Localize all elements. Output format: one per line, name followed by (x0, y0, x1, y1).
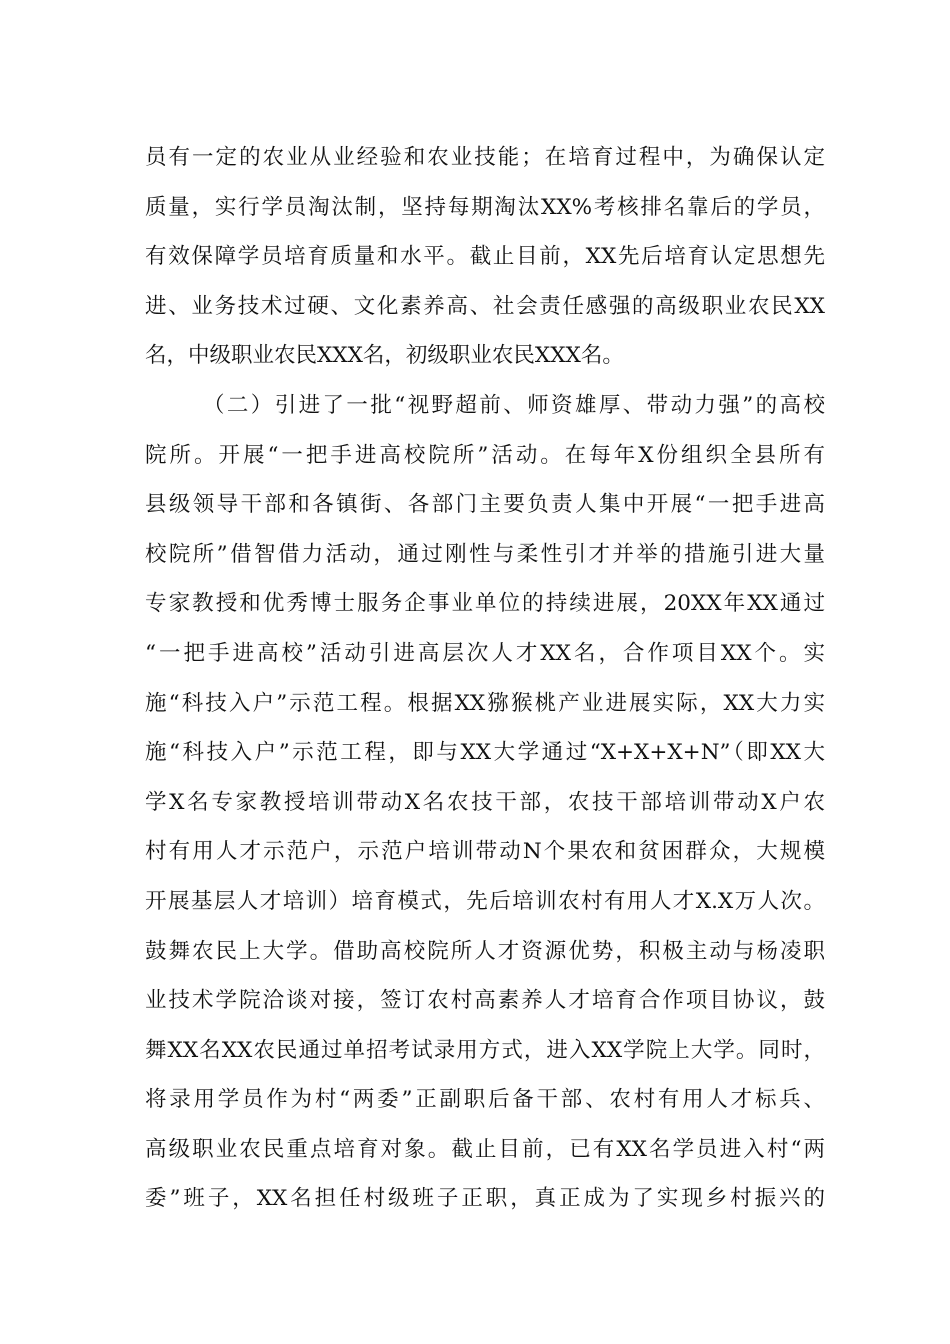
text-line: 鼓舞农民上大学。借助高校院所人才资源优势，积极主动与杨凌职 (145, 938, 825, 964)
text-line: 高级职业农民重点培育对象。截止目前，已有XX名学员进入村“两 (145, 1136, 825, 1162)
text-line: 专家教授和优秀博士服务企事业单位的持续进展，20XX年XX通过 (145, 591, 825, 617)
text-line: 员有一定的农业从业经验和农业技能；在培育过程中，为确保认定 (145, 145, 825, 170)
text-line: 委”班子，XX名担任村级班子正职，真正成为了实现乡村振兴的 (145, 1186, 825, 1212)
text-line: 县级领导干部和各镇街、各部门主要负责人集中开展“一把手进高 (145, 492, 825, 518)
text-line: 将录用学员作为村“两委”正副职后备干部、农村有用人才标兵、 (145, 1087, 825, 1113)
text-line: 质量，实行学员淘汰制，坚持每期淘汰XX%考核排名靠后的学员， (145, 194, 825, 220)
text-line: 有效保障学员培育质量和水平。截止目前，XX先后培育认定思想先 (145, 244, 825, 270)
section-heading-line: （二）引进了一批“视野超前、师资雄厚、带动力强”的高校 (203, 392, 825, 418)
text-line: 学X名专家教授培训带动X名农技干部，农技干部培训带动X户农 (145, 789, 825, 815)
text-line: 开展基层人才培训）培育模式，先后培训农村有用人才X.X万人次。 (145, 888, 825, 914)
text-line: 村有用人才示范户，示范户培训带动N个果农和贫困群众，大规模 (145, 839, 825, 865)
text-line: 业技术学院洽谈对接，签订农村高素养人才培育合作项目协议，鼓 (145, 988, 825, 1014)
text-line: 施“科技入户”示范工程。根据XX猕猴桃产业进展实际，XX大力实 (145, 690, 825, 716)
text-line: 校院所”借智借力活动，通过刚性与柔性引才并举的措施引进大量 (145, 541, 825, 567)
text-line: 院所。开展“一把手进高校院所”活动。在每年X份组织全县所有 (145, 442, 825, 468)
text-line: 进、业务技术过硬、文化素养高、社会责任感强的高级职业农民XX (145, 293, 825, 319)
text-line: 施“科技入户”示范工程，即与XX大学通过“X+X+X+N”（即XX大 (145, 740, 825, 766)
text-line: 舞XX名XX农民通过单招考试录用方式，进入XX学院上大学。同时， (145, 1037, 825, 1063)
text-line: 名，中级职业农民XXX名，初级职业农民XXX名。 (145, 343, 624, 369)
document-body (145, 133, 825, 1224)
text-line: “一把手进高校”活动引进高层次人才XX名，合作项目XX个。实 (145, 640, 825, 666)
